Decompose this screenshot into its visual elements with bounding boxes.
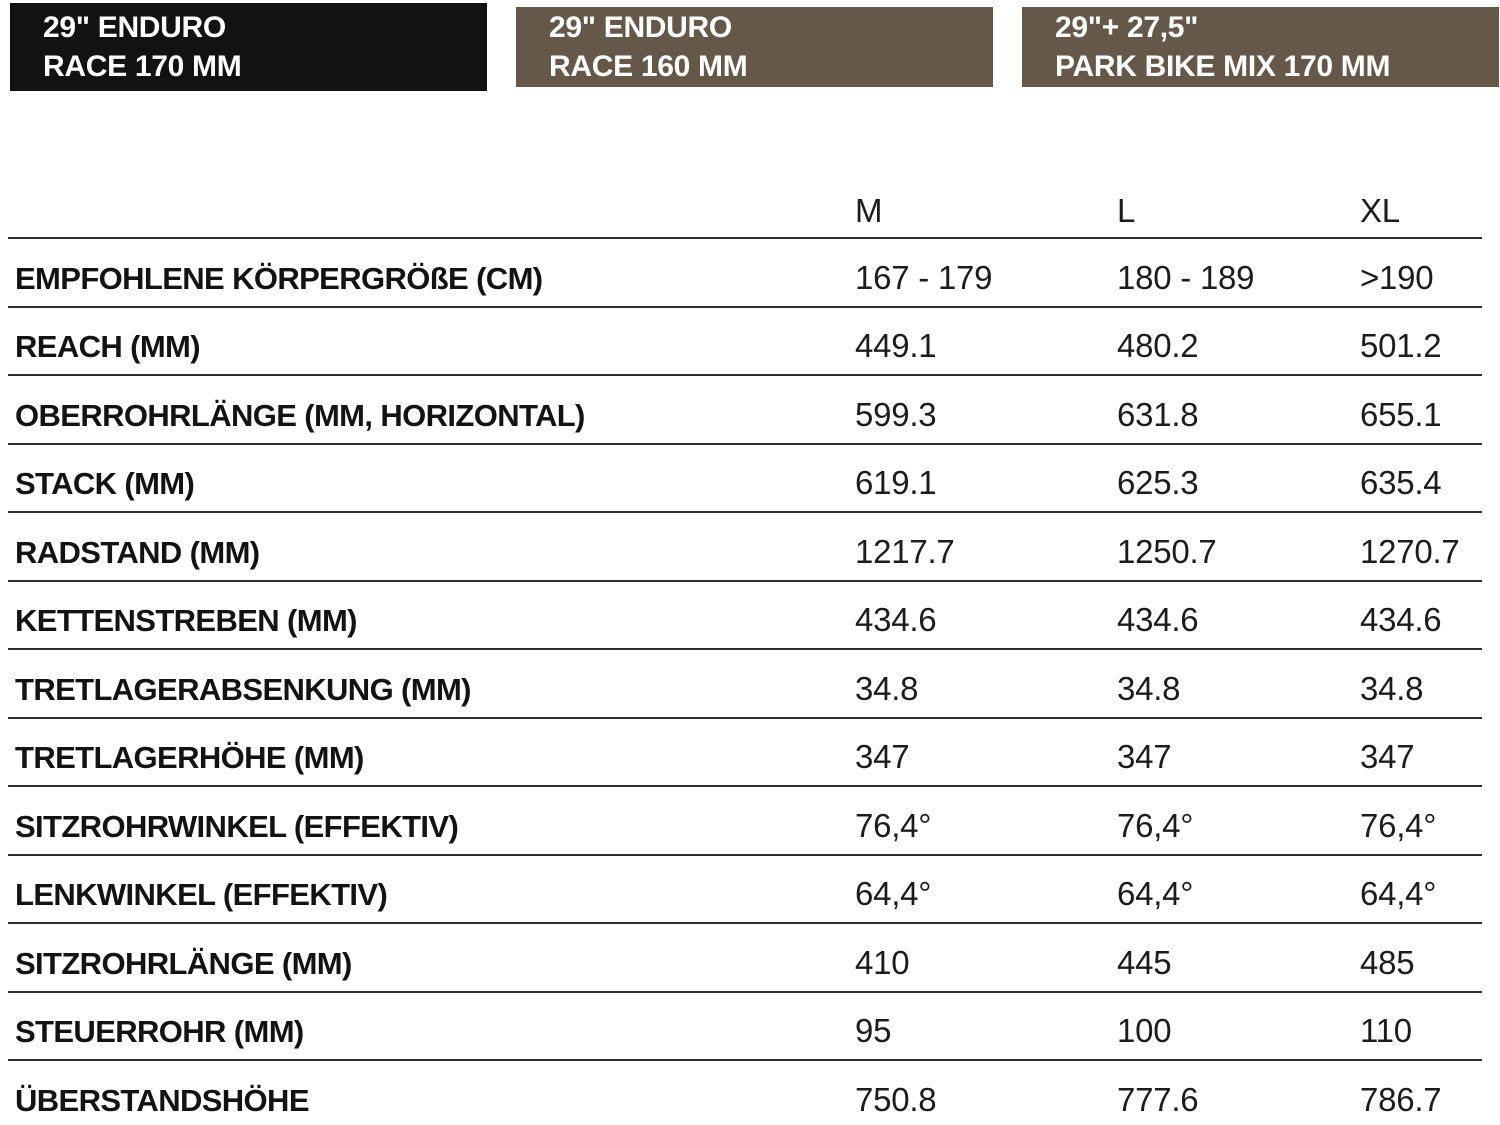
tab-label-line2: RACE 160 MM — [549, 50, 748, 83]
row-value-l: 480.2 — [1117, 327, 1199, 364]
row-value-xl: 34.8 — [1360, 669, 1424, 707]
table-row-empfohlene-koerpergroesse — [8, 239, 1482, 308]
header-spacer — [8, 225, 855, 237]
row-label: TRETLAGERABSENKUNG (MM) — [15, 671, 471, 707]
row-value-m: 410 — [855, 943, 910, 981]
row-label: EMPFOHLENE KÖRPERGRÖßE (CM) — [15, 260, 543, 296]
row-value-xl: 485 — [1360, 943, 1415, 981]
table-row-kettenstreben — [8, 582, 1482, 651]
row-label: LENKWINKEL (EFFEKTIV) — [15, 877, 388, 912]
row-value-m: 1217.7 — [855, 532, 955, 570]
row-value-xl: 635.4 — [1360, 464, 1442, 501]
row-label: SITZROHRWINKEL (EFFEKTIV) — [15, 808, 459, 844]
row-value-xl: 501.2 — [1360, 327, 1442, 364]
row-value-m: 95 — [855, 1012, 892, 1049]
column-header-xl: XL — [1360, 192, 1400, 229]
row-label: STEUERROHR (MM) — [15, 1014, 304, 1049]
table-row-sitzrohrwinkel — [8, 787, 1482, 856]
row-value-xl: 76,4° — [1360, 806, 1437, 844]
row-value-l: 100 — [1117, 1012, 1172, 1049]
row-value-m: 449.1 — [855, 327, 937, 364]
row-value-l: 625.3 — [1117, 464, 1199, 501]
tab-label-line2: RACE 170 MM — [43, 50, 242, 83]
table-row-steuerrohr — [8, 993, 1482, 1062]
row-value-xl: 347 — [1360, 738, 1415, 775]
geometry-table — [8, 193, 1482, 1125]
row-value-xl: 655.1 — [1360, 395, 1442, 433]
row-value-l: 434.6 — [1117, 601, 1199, 638]
table-row-stack — [8, 445, 1482, 514]
table-row-lenkwinkel — [8, 856, 1482, 925]
row-value-l: 34.8 — [1117, 669, 1181, 707]
row-value-m: 347 — [855, 738, 910, 775]
row-value-l: 76,4° — [1117, 806, 1194, 844]
row-value-xl: 1270.7 — [1360, 532, 1460, 570]
row-value-l: 64,4° — [1117, 875, 1194, 912]
row-value-xl: 110 — [1360, 1012, 1412, 1049]
row-label: KETTENSTREBEN (MM) — [15, 603, 357, 638]
tab-park-bike-mix-170mm[interactable] — [1022, 7, 1499, 87]
table-row-reach — [8, 308, 1482, 377]
row-value-xl: >190 — [1360, 258, 1434, 296]
row-value-m: 34.8 — [855, 669, 919, 707]
row-label: STACK (MM) — [15, 466, 195, 501]
column-header-l: L — [1117, 192, 1136, 229]
row-value-m: 76,4° — [855, 806, 932, 844]
tab-29-enduro-race-170mm[interactable] — [10, 3, 487, 91]
row-label: SITZROHRLÄNGE (MM) — [15, 945, 352, 981]
row-value-m: 434.6 — [855, 601, 937, 638]
table-row-oberrohrlaenge — [8, 376, 1482, 445]
table-row-ueberstandshoehe — [8, 1061, 1482, 1125]
row-value-l: 777.6 — [1117, 1080, 1199, 1118]
row-value-l: 347 — [1117, 738, 1172, 775]
tab-label-line1: 29"+ 27,5" — [1055, 11, 1199, 44]
row-value-xl: 434.6 — [1360, 601, 1442, 638]
row-label: TRETLAGERHÖHE (MM) — [15, 740, 364, 775]
row-label: RADSTAND (MM) — [15, 534, 260, 570]
table-header-row — [8, 193, 1482, 239]
table-row-radstand — [8, 513, 1482, 582]
table-row-tretlagerhoehe — [8, 719, 1482, 788]
row-value-xl: 64,4° — [1360, 875, 1437, 912]
row-value-m: 599.3 — [855, 395, 937, 433]
table-row-sitzrohrlaenge — [8, 924, 1482, 993]
tab-label-line2: PARK BIKE MIX 170 MM — [1055, 50, 1391, 83]
bike-geometry-page — [0, 3, 1500, 1125]
tab-label-line1: 29" ENDURO — [43, 11, 226, 44]
tab-label-line1: 29" ENDURO — [549, 11, 732, 44]
model-tabs — [10, 3, 1500, 91]
row-value-m: 167 - 179 — [855, 258, 993, 296]
row-value-m: 750.8 — [855, 1080, 937, 1118]
column-header-m: M — [855, 192, 883, 229]
row-value-l: 1250.7 — [1117, 532, 1217, 570]
row-value-m: 64,4° — [855, 875, 932, 912]
row-value-l: 631.8 — [1117, 395, 1199, 433]
tab-29-enduro-race-160mm[interactable] — [516, 7, 993, 87]
row-value-l: 445 — [1117, 943, 1172, 981]
row-label: REACH (MM) — [15, 329, 200, 364]
row-value-xl: 786.7 — [1360, 1080, 1442, 1118]
row-label: ÜBERSTANDSHÖHE — [15, 1082, 309, 1118]
row-value-m: 619.1 — [855, 464, 937, 501]
row-label: OBERROHRLÄNGE (MM, HORIZONTAL) — [15, 397, 585, 433]
table-row-tretlagerabsenkung — [8, 650, 1482, 719]
row-value-l: 180 - 189 — [1117, 258, 1255, 296]
